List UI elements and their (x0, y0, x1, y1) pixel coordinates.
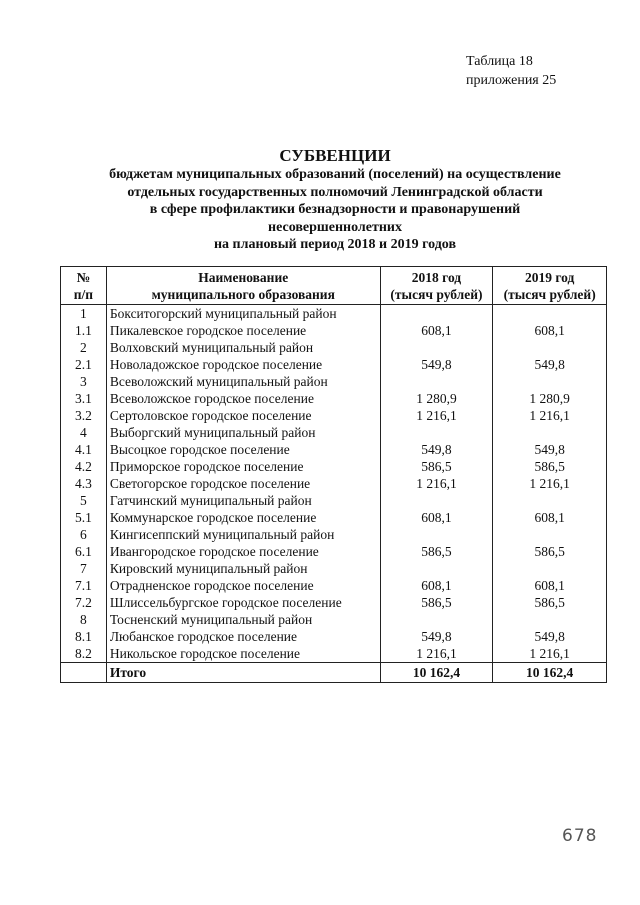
row-value-2018: 608,1 (380, 509, 493, 526)
row-number: 4.1 (61, 441, 107, 458)
table-row (61, 441, 607, 458)
row-number: 8.2 (61, 645, 107, 663)
table-row (61, 560, 607, 577)
table-row (61, 339, 607, 356)
table-row (61, 373, 607, 390)
row-name: Пикалевское городское поселение (106, 322, 380, 339)
row-value-2019 (493, 424, 607, 441)
row-value-2018 (380, 611, 493, 628)
table-row (61, 645, 607, 663)
header-2018 (380, 267, 493, 305)
row-name: Всеволожский муниципальный район (106, 373, 380, 390)
header-2019-line2: (тысяч рублей) (503, 286, 596, 302)
row-value-2019: 1 216,1 (493, 407, 607, 424)
row-number: 5.1 (61, 509, 107, 526)
row-name: Ивангородское городское поселение (106, 543, 380, 560)
row-value-2018: 586,5 (380, 543, 493, 560)
row-name: Шлиссельбургское городское поселение (106, 594, 380, 611)
row-value-2018: 608,1 (380, 577, 493, 594)
row-number: 4.3 (61, 475, 107, 492)
row-value-2019 (493, 611, 607, 628)
row-number: 8.1 (61, 628, 107, 645)
total-2018: 10 162,4 (380, 663, 493, 683)
row-value-2019: 549,8 (493, 356, 607, 373)
table-row (61, 577, 607, 594)
row-number: 4.2 (61, 458, 107, 475)
row-value-2019: 1 216,1 (493, 475, 607, 492)
total-number (61, 663, 107, 683)
table-row (61, 407, 607, 424)
row-name: Высоцкое городское поселение (106, 441, 380, 458)
row-name: Гатчинский муниципальный район (106, 492, 380, 509)
table-row (61, 628, 607, 645)
table-row (61, 305, 607, 323)
header-name-line1: Наименование (198, 269, 289, 285)
total-label: Итого (106, 663, 380, 683)
row-number: 2 (61, 339, 107, 356)
row-number: 8 (61, 611, 107, 628)
page-number: 678 (562, 826, 598, 846)
row-value-2018: 1 280,9 (380, 390, 493, 407)
row-number: 1.1 (61, 322, 107, 339)
row-value-2019 (493, 526, 607, 543)
row-value-2018 (380, 373, 493, 390)
row-name: Приморское городское поселение (106, 458, 380, 475)
row-value-2018: 549,8 (380, 356, 493, 373)
row-value-2019 (493, 305, 607, 323)
row-number: 7 (61, 560, 107, 577)
row-value-2018 (380, 526, 493, 543)
table-reference-number: Таблица 18 (466, 54, 533, 69)
row-value-2019 (493, 373, 607, 390)
row-name: Бокситогорский муниципальный район (106, 305, 380, 323)
row-value-2019: 549,8 (493, 628, 607, 645)
row-name: Светогорское городское поселение (106, 475, 380, 492)
row-number: 4 (61, 424, 107, 441)
total-2019: 10 162,4 (493, 663, 607, 683)
row-number: 5 (61, 492, 107, 509)
row-number: 2.1 (61, 356, 107, 373)
row-value-2019 (493, 492, 607, 509)
row-value-2018 (380, 424, 493, 441)
table-row (61, 390, 607, 407)
header-2018-line1: 2018 год (411, 269, 462, 285)
header-2019 (493, 267, 607, 305)
row-value-2018 (380, 339, 493, 356)
row-name: Сертоловское городское поселение (106, 407, 380, 424)
row-number: 3.2 (61, 407, 107, 424)
header-2018-line2: (тысяч рублей) (390, 286, 483, 302)
row-name: Волховский муниципальный район (106, 339, 380, 356)
row-number: 6 (61, 526, 107, 543)
row-value-2019: 586,5 (493, 594, 607, 611)
row-name: Отрадненское городское поселение (106, 577, 380, 594)
row-name: Тосненский муниципальный район (106, 611, 380, 628)
row-number: 3 (61, 373, 107, 390)
row-value-2019: 586,5 (493, 458, 607, 475)
table-row (61, 424, 607, 441)
row-value-2018: 586,5 (380, 458, 493, 475)
row-name: Коммунарское городское поселение (106, 509, 380, 526)
table-row (61, 322, 607, 339)
row-value-2019: 608,1 (493, 322, 607, 339)
title-line-3: в сфере профилактики безнадзорности и правонарушений (149, 202, 521, 217)
row-number: 7.1 (61, 577, 107, 594)
table-row (61, 356, 607, 373)
row-value-2018: 586,5 (380, 594, 493, 611)
row-name: Всеволожское городское поселение (106, 390, 380, 407)
row-value-2019 (493, 560, 607, 577)
document-title (60, 146, 610, 254)
table-row (61, 475, 607, 492)
row-value-2018 (380, 560, 493, 577)
row-value-2018 (380, 305, 493, 323)
table-row (61, 492, 607, 509)
row-value-2019: 586,5 (493, 543, 607, 560)
row-value-2019: 608,1 (493, 509, 607, 526)
row-name: Никольское городское поселение (106, 645, 380, 663)
table-row (61, 611, 607, 628)
title-main: СУБВЕНЦИИ (279, 146, 391, 165)
header-name (106, 267, 380, 305)
row-name: Выборгский муниципальный район (106, 424, 380, 441)
row-name: Новоладожское городское поселение (106, 356, 380, 373)
row-value-2018: 549,8 (380, 441, 493, 458)
total-row (61, 663, 607, 683)
header-2019-line1: 2019 год (524, 269, 575, 285)
row-value-2019 (493, 339, 607, 356)
row-value-2019: 608,1 (493, 577, 607, 594)
row-number: 7.2 (61, 594, 107, 611)
header-number-line2: п/п (73, 286, 94, 302)
title-line-5: на плановый период 2018 и 2019 годов (213, 237, 457, 252)
row-value-2018: 608,1 (380, 322, 493, 339)
table-row (61, 458, 607, 475)
table-header-row (61, 267, 607, 305)
row-value-2018 (380, 492, 493, 509)
table-row (61, 526, 607, 543)
table-row (61, 509, 607, 526)
row-value-2018: 1 216,1 (380, 407, 493, 424)
row-value-2019: 549,8 (493, 441, 607, 458)
row-value-2018: 1 216,1 (380, 645, 493, 663)
table-reference (466, 52, 556, 90)
title-line-4: несовершеннолетних (268, 219, 402, 235)
row-name: Любанское городское поселение (106, 628, 380, 645)
header-name-line2: муниципального образования (151, 286, 335, 302)
row-value-2018: 1 216,1 (380, 475, 493, 492)
header-number (61, 267, 107, 305)
title-line-1: бюджетам муниципальных образований (поселений) на осуществление (109, 167, 561, 182)
subventions-table (60, 266, 607, 683)
row-number: 6.1 (61, 543, 107, 560)
row-value-2018: 549,8 (380, 628, 493, 645)
header-number-line1: № (76, 269, 91, 285)
row-name: Кировский муниципальный район (106, 560, 380, 577)
table-row (61, 594, 607, 611)
table-row (61, 543, 607, 560)
row-value-2019: 1 216,1 (493, 645, 607, 663)
title-line-2: отдельных государственных полномочий Ленинградской области (127, 184, 543, 200)
row-number: 1 (61, 305, 107, 323)
row-number: 3.1 (61, 390, 107, 407)
table-body (61, 305, 607, 663)
row-name: Кингисеппский муниципальный район (106, 526, 380, 543)
row-value-2019: 1 280,9 (493, 390, 607, 407)
table-reference-appendix: приложения 25 (466, 73, 557, 88)
